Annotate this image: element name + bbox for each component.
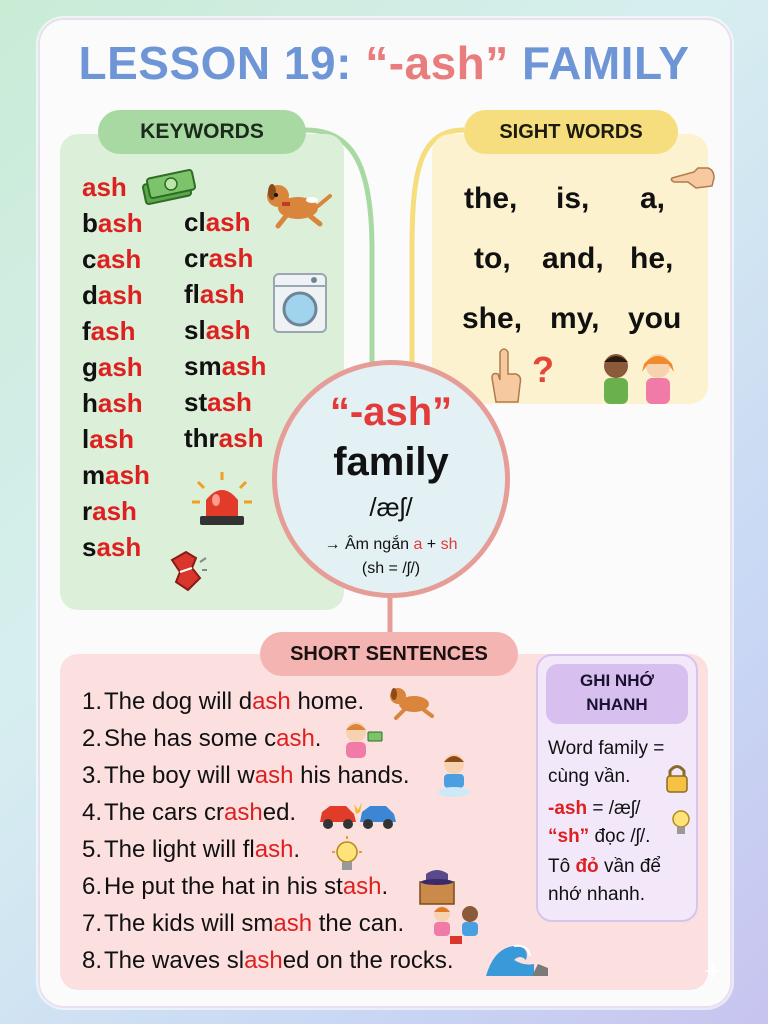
tip-line-6: nhớ nhanh. [548,884,645,905]
center-note-2: (sh = /ʃ/) [361,560,421,577]
money-icon [140,166,198,206]
boy-washing-icon [434,752,474,798]
kids-smash-icon [428,904,484,946]
crushed-can-icon [166,548,208,594]
sentences-label: SHORT SENTENCES [260,632,518,676]
keyword-word: cash [82,244,142,274]
sight-word: she, [462,302,523,335]
sentence-item: 7.The kids will smash the can. [81,910,405,937]
light-bulb-icon [330,836,364,876]
sight-word: to, [474,242,511,275]
keyword-word: slash [184,315,251,345]
sentence-item: 8.The waves slashed on the rocks. [81,947,454,974]
keyword-word: sash [82,532,142,562]
page-title: LESSON 19: “-ash” FAMILY [78,37,690,89]
sentence-item: 6.He put the hat in his stash. [81,873,389,900]
quick-tip-title-1: GHI NHỚ [579,671,654,690]
center-family: family [333,440,449,484]
sight-word: is, [556,182,590,215]
light-bulb-icon [668,806,694,840]
siren-icon [190,470,254,528]
keyword-word: lash [82,424,135,454]
wave-icon [484,936,550,978]
sparkle-icon [704,962,722,980]
tip-line-1: Word family = [548,738,665,759]
keyword-word: gash [82,352,143,382]
sight-word: the, [464,182,518,215]
keyword-word: bash [82,208,143,238]
sight-word: he, [630,242,674,275]
tip-line-2: cùng vần. [548,766,631,787]
sentence-item: 2.She has some cash. [81,725,322,752]
keyword-word: smash [184,351,267,381]
tip-line-3: -ash = /æʃ/ [548,798,641,819]
keyword-word: flash [184,279,245,309]
sentence-item: 5.The light will flash. [81,836,301,863]
sight-word: my, [550,302,600,335]
tip-line-5: Tô đỏ vần để [548,856,661,877]
keyword-word: rash [82,496,137,526]
center-ash: “-ash” [329,390,453,434]
box-hat-icon [416,864,460,906]
svg-text:?: ? [532,349,554,390]
girl-money-icon [340,718,384,758]
kids-icon [594,350,684,406]
lock-icon [664,762,690,794]
keyword-word: thrash [184,423,264,453]
keyword-word: crash [184,243,254,273]
center-note: → Âm ngắn a + sh [324,536,458,553]
sight-words-label: SIGHT WORDS [464,110,678,154]
dog-icon [386,684,440,720]
sentence-item: 4.The cars crashed. [81,799,297,826]
keyword-word: hash [82,388,143,418]
keyword-word: ash [82,172,127,202]
pointing-hand-icon [668,162,716,192]
washing-machine-icon [272,272,328,334]
quick-tip-title-2: NHANH [586,695,648,714]
sentence-item: 1.The dog will dash home. [81,688,365,715]
sight-word: you [628,302,682,335]
center-ipa: /æʃ/ [369,492,413,522]
keyword-word: stash [184,387,252,417]
keyword-word: clash [184,207,251,237]
sight-word: and, [542,242,604,275]
keyword-word: fash [82,316,136,346]
sight-word: a, [640,182,666,215]
keyword-word: dash [82,280,143,310]
keyword-word: mash [82,460,150,490]
sentence-item: 3.The boy will wash his hands. [81,762,410,789]
keywords-label: KEYWORDS [98,110,306,154]
dog-icon [262,178,336,232]
cars-icon [316,798,400,832]
tip-line-4: “sh” đọc /ʃ/. [548,826,651,847]
